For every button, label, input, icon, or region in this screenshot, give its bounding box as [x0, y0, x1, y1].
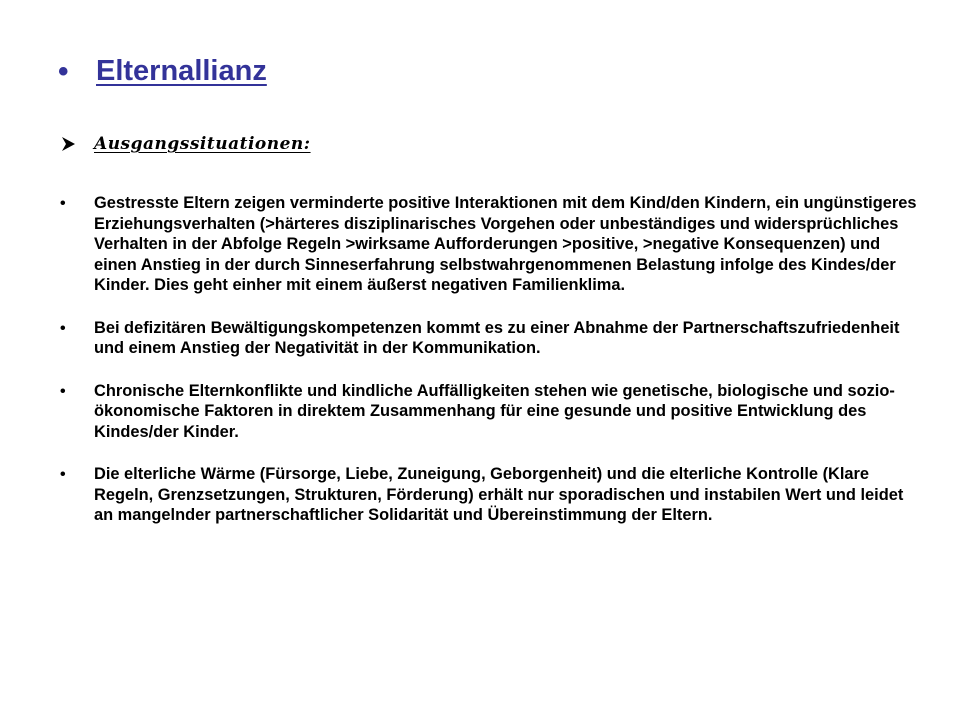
- list-item: [60, 381, 920, 443]
- bullet-text: Die elterliche Wärme (Fürsorge, Liebe, Zuneigung, Geborgenheit) und die elterliche Kontrolle (Klare Regeln, Grenzsetzungen, Strukturen, Förderung) erhält nur sporadischen und instabilen Wert und leidet an mangelnder partnerschaftlicher Solidarität und Übereinstimmung der Eltern.: [94, 465, 904, 524]
- bullet-marker: •: [60, 382, 66, 400]
- subtitle-row: [60, 134, 311, 154]
- bullet-marker: •: [60, 195, 66, 212]
- bullet-marker: •: [60, 319, 66, 337]
- list-item: [60, 318, 920, 359]
- title-bullet: •: [58, 54, 69, 88]
- bullet-marker: •: [60, 466, 66, 483]
- right-arrowhead-icon-svg: [60, 136, 76, 152]
- right-arrowhead-icon: [60, 136, 94, 152]
- subtitle: Ausgangssituationen:: [94, 134, 311, 154]
- bullet-list: [60, 193, 920, 548]
- slide-title: Elternallianz: [96, 55, 267, 87]
- list-item: [60, 464, 920, 526]
- title-row: [58, 55, 267, 88]
- bullet-text: Chronische Elternkonflikte und kindliche Auffälligkeiten stehen wie genetische, biologische und sozio-ökonomische Faktoren in direktem Zusammenhang für eine gesunde und positive Entwicklung des Kindes/der Kinder.: [94, 381, 895, 441]
- list-item: [60, 193, 920, 296]
- bullet-text: Gestresste Eltern zeigen verminderte positive Interaktionen mit dem Kind/den Kindern, ein ungünstigeres Erziehungsverhalten (>härteres disziplinarisches Vorgehen oder unbeständiges und widersprüchliches Verhalten in der Abfolge Regeln >wirksame Aufforderungen >positive, >negative Konsequenzen) und einen Anstieg in der durch Sinneserfahrung selbstwahrgenommenen Belastung infolge des Kindes/der Kinder. Dies geht einher mit einem äußerst negativen Familienklima.: [94, 194, 917, 294]
- bullet-text: Bei defizitären Bewältigungskompetenzen kommt es zu einer Abnahme der Partnerschaftszufriedenheit und einem Anstieg der Negativität in der Kommunikation.: [94, 318, 900, 357]
